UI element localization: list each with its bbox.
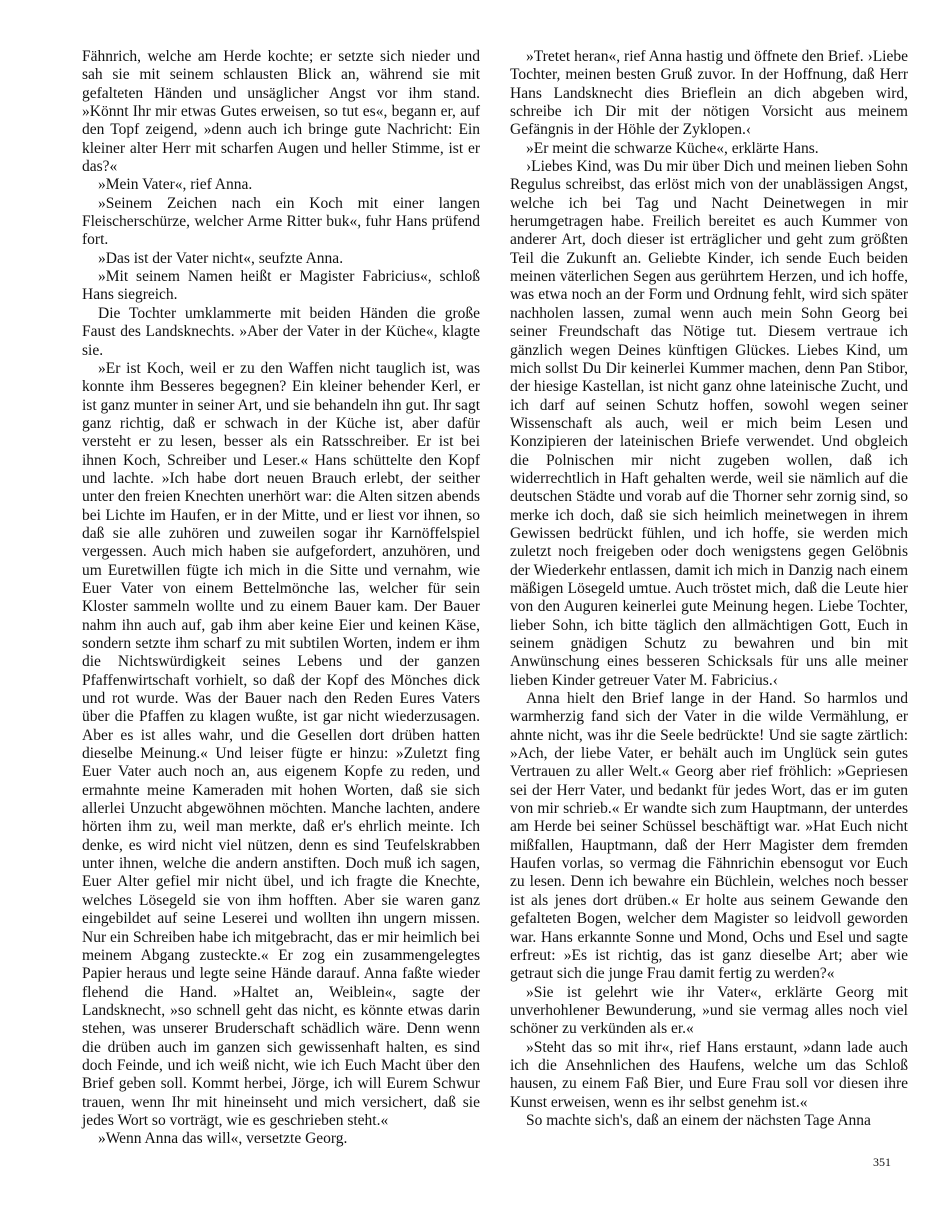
paragraph: »Er meint die schwarze Küche«, erklärte Hans. (526, 139, 819, 157)
paragraph: »Er ist Koch, weil er zu den Waffen nicht tauglich ist, was konnte ihm Besseres begegnen? Ein kleiner behender Kerl, er ist ganz munter in seiner Art, und sie behandeln ihn gut. Ihr sagt ganz richtig, daß er schwach in der Küche ist, aber dafür versteht er zu lesen, besser als ein Ratsschreiber. Er ist bei ihnen Koch, Schreiber und Leser.« Hans schüttelte den Kopf und lachte. »Ich habe dort neuen Brauch erlebt, der seither unter den freien Knechten unerhört war: die Alten sitzen abends bei Lichte im Haufen, er in der Mitte, und er liest vor ihnen, so daß sie alle zuhören und zuweilen sogar ihr Karnöffelspiel vergessen. Auch mich haben sie aufgefordert, anzuhören, und um Euretwillen fügte ich mich in die Sitte und vernahm, wie Euer Vater von einem Bettelmönche las, welcher für sein Kloster sammeln wollte und zu einem Bauer kam. Der Bauer nahm ihn auch auf, gab ihm aber keine Eier und keinen Käse, sondern setzte ihm scharf zu mit subtilen Worten, indem er ihm die Nichtswürdigkeit seines Lebens und der ganzen Pfaffenwirtschaft vorhielt, so daß der Kopf des Mönches dick und rot wurde. Was der Bauer nach den Reden Eures Vaters über die Pfaffen zu klagen wußte, ist gar nicht wiederzusagen. Aber es ist alles wahr, und die Gesellen dort drüben hatten dieselbe Meinung.« Und leiser fügte er hinzu: »Zuletzt fing Euer Vater auch noch an, aus eigenem Kopfe zu reden, und ermahnte meine Kameraden mit hohen Worten, daß sie sich allerlei Unzucht abgewöhnen möchten. Manche lachten, andere hörten ihm zu, weil man merkte, daß er's ehrlich meinte. Ich denke, es wird nicht viel nützen, denn es sind Teufelskrabben unter ihnen, welche die andern anstiften. Doch muß ich sagen, Euer Alter gefiel mir nicht übel, und ich fragte die Knechte, welches Lösegeld sie von ihm hofften. Aber sie waren ganz eingebildet auf seine Leserei und wollten ihn ungern missen. Nur ein Schreiben habe ich mitgebracht, das er mir heimlich bei meinem Abgang zusteckte.« Er zog ein zusammengelegtes Papier heraus und legte seine Hände darauf. Anna faßte wieder flehend die Hand. »Haltet an, Weiblein«, sagte der Landsknecht, »so schnell geht das nicht, es könnte etwas darin stehen, was unserer Bruderschaft schädlich wäre. Denn wenn die drüben auch im ganzen sich gewissenhaft halten, es sind doch Feinde, und ich weiß nicht, wie ich Euch Macht über den Brief geben soll. Kommt herbei, Jörge, ich will Eurem Schwur trauen, wenn Ihr mit hineinseht und mich versichert, daß sie jedes Wort so vorträgt, wie es geschrieben steht.« (82, 359, 480, 1129)
paragraph: »Wenn Anna das will«, versetzte Georg. (98, 1130, 348, 1148)
paragraph: Anna hielt den Brief lange in der Hand. So harmlos und warmherzig fand sich der Vater in die wilde Vermählung, er ahnte nicht, was ihr die Seele bedrückte! Und sie sagte zärtlich: »Ach, der liebe Vater, er behält auch im Unglück sein gutes Vertrauen zu aller Welt.« Georg aber rief fröhlich: »Gepriesen sei der Herr Vater, und bedankt für jedes Wort, das er im guten von mir schrieb.« Er wandte sich zum Hauptmann, der unterdes am Herde bei seiner Schüssel beschäftigt war. »Hat Euch nicht mißfallen, Hauptmann, daß der Herr Magister dem fremden Haufen vorlas, so vermag die Fähnrichin ebensogut vor Euch zu lesen. Denn ich bewahre ein Büchlein, welches noch besser ist als jenes dort drüben.« Er holte aus seinem Gewande den gefalteten Bogen, welcher dem Magister so leidvoll geworden war. Hans erkannte Sonne und Mond, Ochs und Esel und sagte erfreut: »Es ist richtig, das ist ganz dieselbe Art; aber wie getraut sich die junge Frau damit fertig zu werden?« (510, 690, 908, 983)
paragraph: »Das ist der Vater nicht«, seufzte Anna. (98, 249, 344, 267)
right-column (510, 48, 908, 1130)
paragraph: »Mein Vater«, rief Anna. (98, 176, 253, 194)
paragraph: »Seinem Zeichen nach ein Koch mit einer langen Fleischerschürze, welcher Arme Ritter buk«, fuhr Hans prüfend fort. (82, 194, 480, 249)
paragraph: »Tretet heran«, rief Anna hastig und öffnete den Brief. ›Liebe Tochter, meinen besten Gruß zuvor. In der Hoffnung, daß Herr Hans Landsknecht dies Brieflein an dich abgeben wird, schreibe ich Dir mit der nötigen Vorsicht aus meinem Gefängnis in der Höhle der Zyklopen.‹ (510, 48, 908, 139)
paragraph: Die Tochter umklammerte mit beiden Händen die große Faust des Landsknechts. »Aber der Vater in der Küche«, klagte sie. (82, 304, 480, 359)
left-column (82, 48, 480, 1149)
paragraph: »Mit seinem Namen heißt er Magister Fabricius«, schloß Hans siegreich. (82, 268, 480, 304)
page-number: 351 (873, 1155, 891, 1169)
paragraph: Fähnrich, welche am Herde kochte; er setzte sich nieder und sah sie mit seinem schlausten Blick an, während sie mit gefalteten Händen und unsäglicher Angst vor ihm stand. »Könnt Ihr mir etwas Gutes erweisen, so tut es«, begann er, auf den Topf zeigend, »denn auch ich bringe gute Nachricht: Ein kleiner alter Herr mit scharfen Augen und heller Stimme, ist er das?« (82, 48, 480, 176)
paragraph: ›Liebes Kind, was Du mir über Dich und meinen lieben Sohn Regulus schreibst, das erlöst mich von der unablässigen Angst, welche ich bei Tag und Nacht Deinetwegen in mir herumgetragen habe. Freilich bereitet es auch Kummer von anderer Art, doch dieser ist erträglicher und geht zum größten Teil die Zukunft an. Geliebte Kinder, ich sende Euch beiden meinen väterlichen Segen aus gerührtem Herzen, und ich hoffe, was etwa noch an der Form und Ordnung fehlt, wird sich später nachholen lassen, zumal wenn auch mein Sohn Georg bei seiner Freundschaft das Nötige tut. Diesem vertraue ich gänzlich wegen Deines künftigen Glückes. Liebes Kind, um mich sollst Du Dir keinerlei Kummer machen, denn Pan Stibor, der hiesige Kastellan, ist nicht ganz ohne lateinische Zucht, und ich darf auf seinen Schutz hoffen, sowohl wegen seiner Wissenschaft als auch, weil er mich beim Lesen und Konzipieren der lateinischen Briefe verwendet. Und obgleich die Polnischen mir nicht zugeben wollen, daß ich widerrechtlich in Haft gehalten werde, weil sie nämlich auf die deutschen Städte und vorab auf die Thorner sehr zornig sind, so merke ich doch, daß sie sich heimlich meinetwegen in ihrem Gewissen bedrückt fühlen, und ich hoffe, sie werden mich zuletzt noch freigeben oder doch wenigstens gegen Gelöbnis der Wiederkehr entlassen, damit ich mich in Danzig nach einem mäßigen Lösegeld umtue. Auch tröstet mich, daß die Leute hier von den Auguren keinerlei gute Meinung hegen. Liebe Tochter, lieber Sohn, ich bitte täglich den allmächtigen Gott, Euch in seinem gnädigen Schutz zu bewahren und bin mit Anwünschung eines besseren Schicksals für uns alle meiner lieben Kinder getreuer Vater M. Fabricius.‹ (510, 158, 908, 689)
paragraph: So machte sich's, daß an einem der nächsten Tage Anna (526, 1111, 871, 1129)
paragraph: »Sie ist gelehrt wie ihr Vater«, erklärte Georg mit unverhohlener Bewunderung, »und sie vermag alles noch viel schöner zu verkünden als er.« (510, 983, 908, 1038)
paragraph: »Steht das so mit ihr«, rief Hans erstaunt, »dann lade auch ich die Ansehnlichen des Haufens, welche um das Schloß hausen, zu einem Faß Bier, und Eure Frau soll vor diesen ihre Kunst erweisen, wenn es ihr selbst genehm ist.« (510, 1038, 908, 1111)
